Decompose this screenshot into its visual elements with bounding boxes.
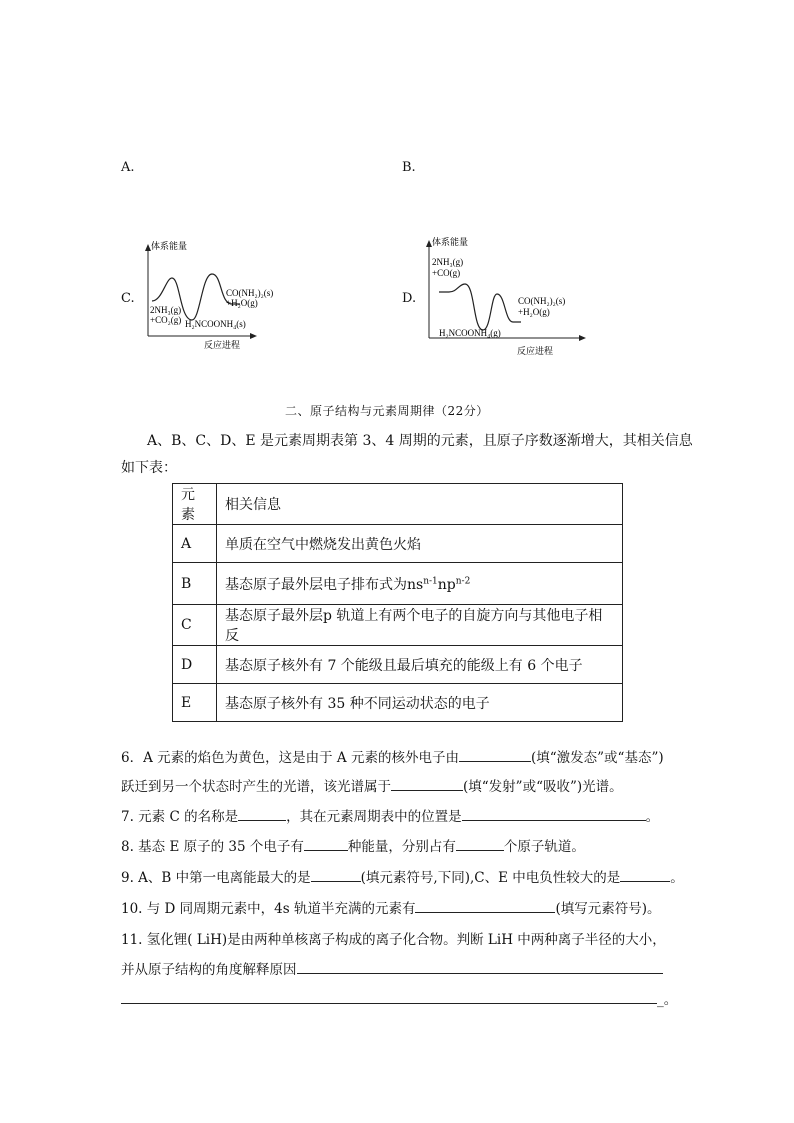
question-11-text-b: 并从原子结构的角度解释原因 [121,962,297,978]
diagram-d-products-1: CO(NH₂)₂(s) [518,296,566,306]
table-cell-info: 基态原子核外有 7 个能级且最后填充的能级上有 6 个电子 [217,646,623,684]
option-c-label: C. [121,291,135,306]
table-row [173,605,623,646]
energy-diagram-c [140,236,274,352]
question-8 [121,835,585,855]
config-text: 基态原子最外层电子排布式为ns [225,576,424,593]
question-6-text-a: 6．A 元素的焰色为黄色，这是由于 A 元素的核外电子由 [121,750,459,766]
option-b-label: B. [402,160,416,175]
intro-line-1: A、B、C、D、E 是元素周期表第 3、4 周期的元素，且原子序数逐渐增大，其相关信息 [147,433,693,449]
table-header-info: 相关信息 [217,484,623,525]
diagram-c-reactants-1: 2NH₃(g) [150,305,182,315]
table-header-element: 元素 [173,484,217,525]
question-9 [121,866,684,886]
table-row [173,684,623,722]
question-9-end: 。 [670,870,684,886]
option-a-label: A. [121,160,135,175]
table-header-row [173,484,623,525]
question-9-text-a: 9. A、B 中第一电离能最大的是 [121,870,311,886]
diagram-d-xlabel: 反应进程 [517,346,554,356]
intro-line-2: 如下表： [121,460,177,476]
table-cell-info [217,563,623,605]
question-8-blank-2[interactable] [456,837,504,851]
diagram-c-products-2: +H₂O(g) [226,298,258,308]
question-7-text-a: 7. 元素 C 的名称是 [121,809,239,825]
table-cell-info: 基态原子最外层p 轨道上有两个电子的自旋方向与其他电子相反 [217,605,623,646]
question-11-blank-2[interactable] [121,990,657,1004]
table-cell-element: C [173,605,217,646]
table-row [173,563,623,605]
question-10-text-b: (填写元素符号)。 [555,901,661,917]
question-11-line-3 [121,988,677,1008]
question-6-line-1 [121,746,664,766]
diagram-d-intermediate: H₂NCOONH₄(g) [439,328,501,338]
diagram-d-reactants-2: +CO(g) [432,268,461,278]
table-row [173,525,623,563]
diagram-c-intermediate: H₂NCOONH₄(s) [185,319,246,329]
question-9-blank-2[interactable] [620,868,670,882]
table-cell-element: E [173,684,217,722]
question-6-text-b: (填“激发态”或“基态”) [530,750,664,766]
question-6-line-2 [121,775,623,795]
question-8-text-a: 8. 基态 E 原子的 35 个电子有 [121,839,304,855]
question-9-text-b: (填元素符号,下同),C、E 中电负性较大的是 [360,870,621,886]
section-title: 二、原子结构与元素周期律（22分） [285,404,489,418]
diagram-c-products-1: CO(NH₂)₂(s) [226,288,274,298]
table-row [173,646,623,684]
question-8-text-b: 种能量，分别占有 [347,839,456,855]
table-cell-info: 单质在空气中燃烧发出黄色火焰 [217,525,623,563]
question-6-blank-2[interactable] [391,777,463,791]
diagram-c-ylabel: 体系能量 [151,241,188,251]
table-cell-info: 基态原子核外有 35 种不同运动状态的电子 [217,684,623,722]
table-cell-element: B [173,563,217,605]
question-11-line-2 [121,958,663,978]
question-6-text-d: (填“发射”或“吸收”)光谱。 [463,779,623,795]
element-info-table [172,483,623,722]
question-11-blank-1[interactable] [297,960,663,974]
question-7-text-b: ，其在元素周期表中的位置是 [286,809,462,825]
question-7-blank-2[interactable] [462,807,646,821]
question-7-blank-1[interactable] [238,807,286,821]
question-11-end: _。 [657,992,678,1008]
option-d-label: D. [402,291,417,306]
diagram-d-products-2: +H₂O(g) [518,307,550,317]
question-10-text-a: 10. 与 D 同周期元素中，4s 轨道半充满的元素有 [121,901,416,917]
config-sup-2: n-2 [455,575,471,586]
table-cell-element: D [173,646,217,684]
table-cell-element: A [173,525,217,563]
question-8-blank-1[interactable] [304,837,348,851]
question-9-blank-1[interactable] [311,868,361,882]
diagram-c-reactants-2: +CO₂(g) [150,315,182,325]
diagram-c-xlabel: 反应进程 [204,340,241,350]
question-11-line-1: 11. 氢化锂( LiH)是由两种单核离子构成的离子化合物。判断 LiH 中两种离子半径的大小， [121,932,666,948]
energy-diagram-d [425,234,595,360]
question-10 [121,897,661,917]
question-7-end: 。 [645,809,660,825]
question-8-text-c: 个原子轨道。 [503,839,585,855]
question-7 [121,805,659,825]
diagram-d-ylabel: 体系能量 [432,237,469,247]
config-sup-1: n-1 [423,575,438,586]
diagram-d-reactants-1: 2NH₃(g) [432,257,464,267]
config-np: np [437,576,456,593]
question-6-text-c: 跃迁到另一个状态时产生的光谱，该光谱属于 [121,779,391,795]
question-10-blank[interactable] [415,899,555,913]
question-6-blank-1[interactable] [459,748,531,762]
